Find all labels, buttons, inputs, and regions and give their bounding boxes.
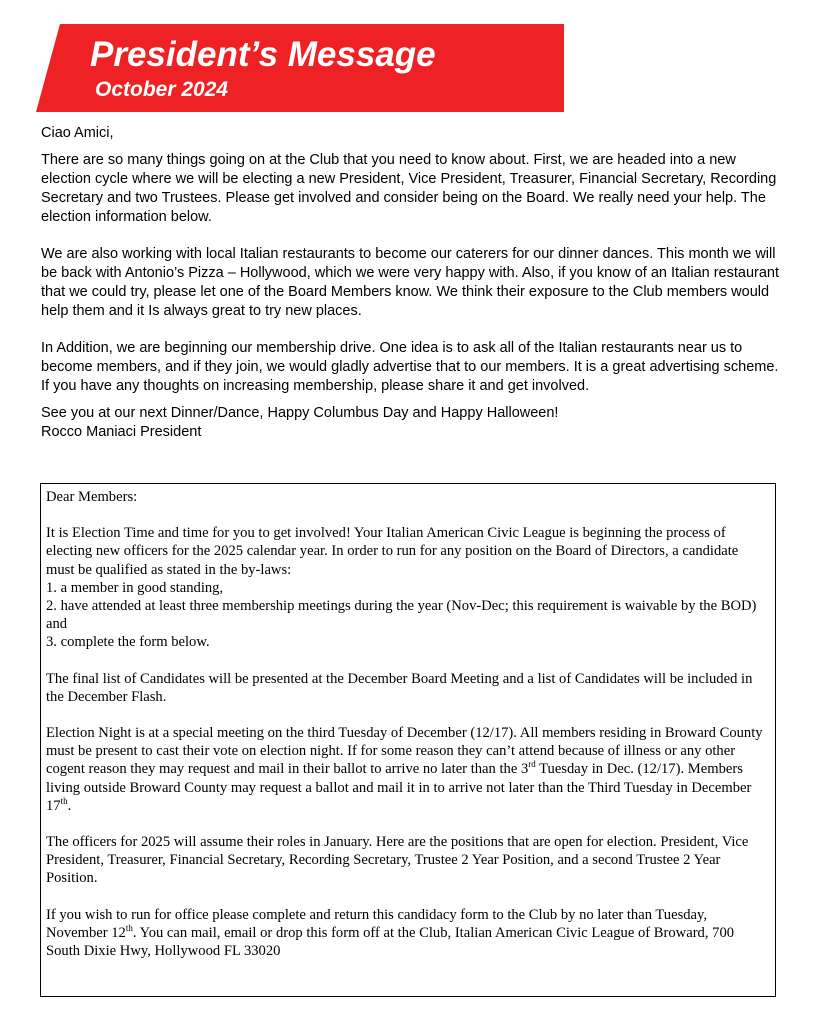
presidents-letter [41,124,781,442]
election-night-text: Election Night is at a special meeting on the third Tuesday of December (12/17). All members residing in Broward County must be present to cast their vote on election night. If for some reason they can’t attend because of illness or any other cogent reason they may request and mail in their ballot to arrive no later than the 3 [46,725,763,778]
election-night-text: Tuesday in Dec. (12/17). Members living outside Broward County may request a ballot and mail it in to arrive not later than the Third Tuesday in December 17 [46,761,752,814]
requirement-item: 3. complete the form below. [46,634,210,651]
ordinal-suffix: th [60,795,68,806]
letter-paragraph: We are also working with local Italian restaurants to become our caterers for our dinner dances. This month we will be back with Antonio’s Pizza – Hollywood, which we were very happy with. Also, if you know of an Italian restaurant that we could try, please let one of the Board Members know. We think their exposure to the Club members would help them and it Is always great to try new places. [41,246,780,319]
deadline-paragraph [46,906,770,961]
election-night-paragraph [46,724,770,815]
requirement-item: 2. have attended at least three membership meetings during the year (Nov-Dec; this requirement is waivable by the BOD) and [46,598,757,633]
election-notice-box [40,483,776,997]
page-title: President’s Message [90,35,436,74]
deadline-text: . You can mail, email or drop this form off at the Club, Italian American Civic League of Broward, 700 South Dixie Hwy, Hollywood FL 33020 [46,924,735,960]
election-night-text: . [67,797,72,814]
letter-signature: Rocco Maniaci President [41,424,202,440]
letter-greeting: Ciao Amici, [41,125,114,141]
letter-closing: See you at our next Dinner/Dance, Happy Columbus Day and Happy Halloween! [41,405,559,421]
deadline-text: If you wish to run for office please complete and return this candidacy form to the Club by no later than Tuesday, November 12 [46,906,708,941]
officers-paragraph: The officers for 2025 will assume their roles in January. Here are the positions that are open for election. President, Vice President, Treasurer, Financial Secretary, Recording Secretary, Trustee 2 Year Position, and a second Trustee 2 Year Position. [46,834,749,887]
candidates-paragraph: The final list of Candidates will be presented at the December Board Meeting and a list of Candidates will be included in the December Flash. [46,670,753,705]
notice-salutation: Dear Members: [46,489,138,505]
ordinal-suffix: th [125,923,133,933]
notice-intro: It is Election Time and time for you to get involved! Your Italian American Civic League is beginning the process of electing new officers for the 2025 calendar year. In order to run for any position on the Board of Directors, a candidate must be qualified as stated in the by-laws: [46,525,739,578]
letter-paragraph: In Addition, we are beginning our membership drive. One idea is to ask all of the Italian restaurants near us to become members, and if they join, we would gladly advertise that to our members. It is a great advertising scheme. If you have any thoughts on increasing membership, please share it and get involved. [41,340,779,394]
ordinal-suffix: rd [528,759,536,770]
page-subtitle: October 2024 [95,78,229,101]
letter-paragraph: There are so many things going on at the Club that you need to know about. First, we are headed into a new election cycle where we will be electing a new President, Vice President, Treasurer, Financial Secretary, Recording Secretary and two Trustees. Please get involved and consider being on the Board. We really need your help. The election information below. [41,152,777,225]
requirement-item: 1. a member in good standing, [46,579,224,596]
